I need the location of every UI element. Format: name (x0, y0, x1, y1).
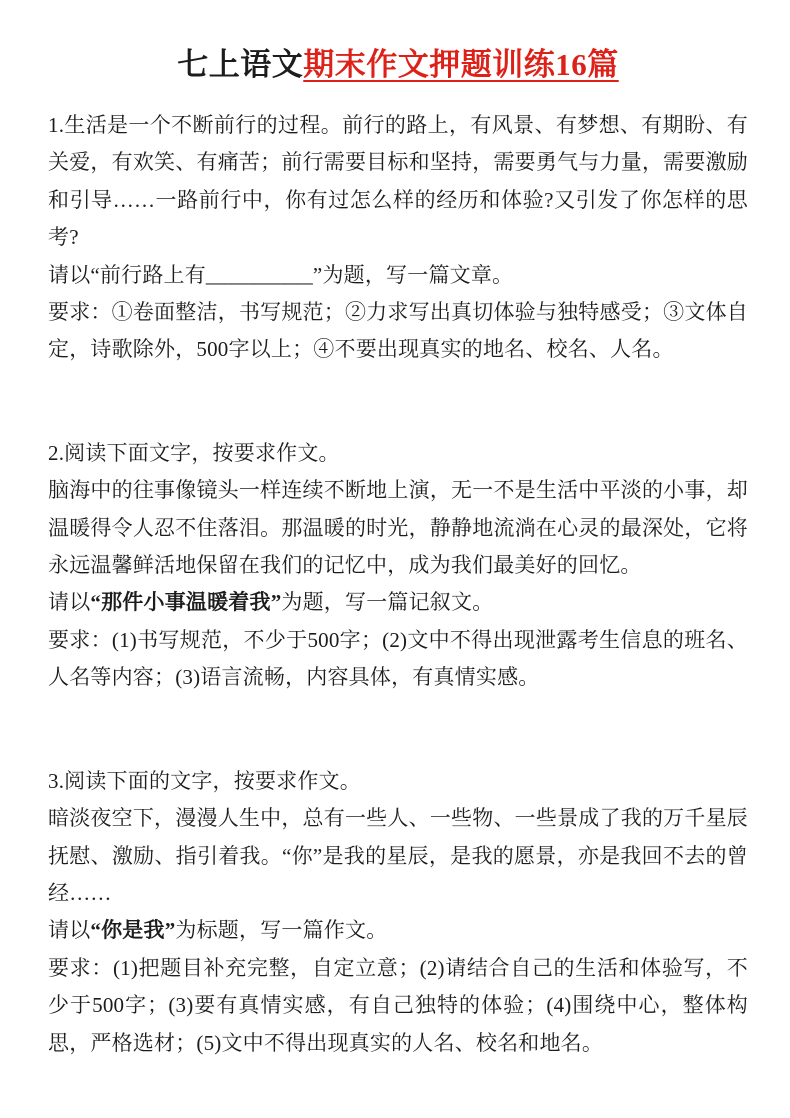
prompt-1-intro: 1.生活是一个不断前行的过程。前行的路上，有风景、有梦想、有期盼、有关爱，有欢笑、有痛苦；前行需要目标和坚持，需要勇气与力量，需要激励和引导……一路前行中，你有过怎么样的经历和体验?又引发了你怎样的思考? (48, 113, 748, 250)
title-topic-part: 期末作文押题训练16篇 (303, 47, 619, 82)
prompt-1-requirements: 要求：①卷面整洁，书写规范；②力求写出真切体验与独特感受；③文体自定，诗歌除外，500字以上；④不要出现真实的地名、校名、人名。 (48, 300, 748, 362)
prompt-1-title-line: 请以“前行路上有__________”为题，写一篇文章。 (48, 262, 514, 287)
prompt-3-title-bold: “你是我” (90, 918, 176, 943)
prompt-2-heading: 2.阅读下面文字，按要求作文。 (48, 440, 340, 465)
prompt-2-title-bold: “那件小事温暖着我” (90, 590, 282, 615)
prompt-3-heading: 3.阅读下面的文字，按要求作文。 (48, 768, 361, 793)
essay-prompt-3 (48, 763, 748, 1062)
prompt-3-requirements: 要求：(1)把题目补充完整，自定立意；(2)请结合自己的生活和体验写，不少于500字；(3)要有真情实感，有自己独特的体验；(4)围绕中心，整体构思，严格选材；(5)文中不得出现真实的人名、校名和地名。 (48, 955, 748, 1055)
prompt-2-title-line (48, 584, 748, 621)
essay-prompt-2 (48, 435, 748, 697)
page-title (48, 44, 748, 86)
prompt-3-title-suffix: 为标题，写一篇作文。 (175, 918, 388, 943)
title-course-part: 七上语文 (177, 47, 304, 82)
prompt-2-title-prefix: 请以 (48, 590, 91, 615)
prompt-3-title-prefix: 请以 (48, 918, 91, 943)
prompt-3-title-line (48, 912, 748, 949)
prompt-2-requirements: 要求：(1)书写规范，不少于500字；(2)文中不得出现泄露考生信息的班名、人名等内容；(3)语言流畅，内容具体，有真情实感。 (48, 627, 748, 690)
prompt-3-body: 暗淡夜空下，漫漫人生中，总有一些人、一些物、一些景成了我的万千星辰抚慰、激励、指引着我。“你”是我的星辰，是我的愿景，亦是我回不去的曾经…… (48, 806, 748, 905)
prompt-2-body: 脑海中的往事像镜头一样连续不断地上演，无一不是生活中平淡的小事，却温暖得令人忍不住落泪。那温暖的时光，静静地流淌在心灵的最深处，它将永远温馨鲜活地保留在我们的记忆中，成为我们最美好的回忆。 (48, 478, 748, 578)
essay-prompt-1 (48, 107, 748, 369)
prompt-2-title-suffix: 为题，写一篇记叙文。 (281, 590, 494, 615)
